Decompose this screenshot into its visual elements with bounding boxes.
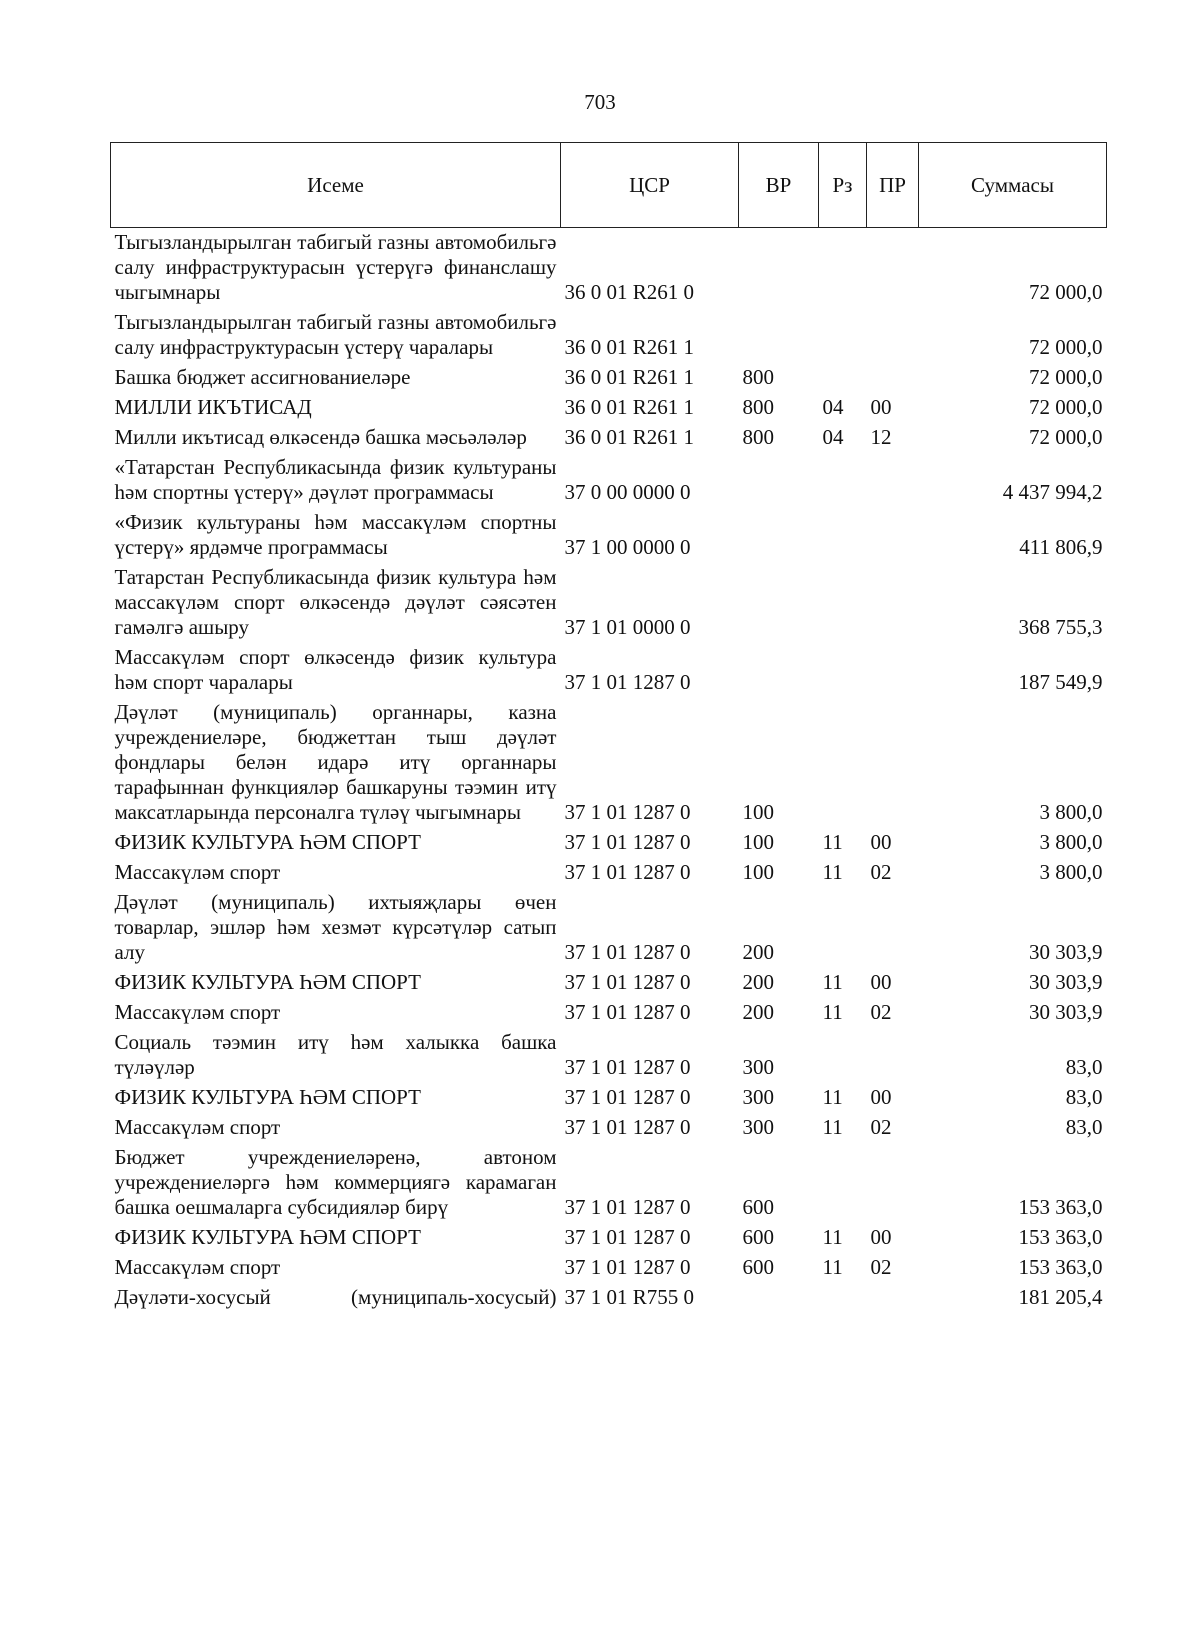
- cell-csr: 37 1 01 R755 0: [564, 1285, 695, 1309]
- cell-sum: 181 205,4: [1018, 1285, 1103, 1309]
- cell-csr: 36 0 01 R261 1: [564, 335, 695, 359]
- cell-rz: [819, 562, 867, 642]
- cell-csr: 36 0 01 R261 1: [564, 395, 695, 419]
- cell-vr: 300: [742, 1055, 774, 1079]
- cell-csr: 37 1 01 1287 0: [564, 940, 691, 964]
- table-row: [111, 1112, 1107, 1142]
- cell-rz: 04: [822, 425, 844, 449]
- cell-sum: 30 303,9: [1029, 1000, 1103, 1024]
- cell-pr: [867, 452, 919, 507]
- table-row: [111, 392, 1107, 422]
- cell-pr: 02: [870, 1115, 892, 1139]
- cell-sum: 72 000,0: [1029, 425, 1103, 449]
- cell-sum: 4 437 994,2: [1002, 480, 1103, 504]
- cell-rz: [819, 642, 867, 697]
- cell-csr: 37 1 01 0000 0: [564, 615, 691, 639]
- cell-pr: 00: [870, 970, 892, 994]
- cell-pr: 00: [870, 830, 892, 854]
- cell-sum: 30 303,9: [1029, 940, 1103, 964]
- cell-vr: 300: [742, 1085, 774, 1109]
- cell-sum: 3 800,0: [1039, 860, 1103, 884]
- cell-csr: 37 1 01 1287 0: [564, 970, 691, 994]
- cell-rz: 11: [822, 970, 843, 994]
- cell-sum: 72 000,0: [1029, 335, 1103, 359]
- cell-sum: 83,0: [1065, 1085, 1103, 1109]
- cell-rz: [819, 362, 867, 392]
- table-row: [111, 827, 1107, 857]
- cell-vr: 200: [742, 970, 774, 994]
- cell-vr: [739, 307, 819, 362]
- cell-vr: 200: [742, 1000, 774, 1024]
- cell-name: Массакүләм спорт: [114, 860, 281, 884]
- cell-vr: [739, 452, 819, 507]
- cell-vr: 800: [742, 425, 774, 449]
- cell-pr: 12: [870, 425, 892, 449]
- cell-csr: 36 0 01 R261 1: [564, 365, 695, 389]
- cell-name: ФИЗИК КУЛЬТУРА ҺӘМ СПОРТ: [114, 970, 421, 994]
- table-header: [111, 143, 1107, 228]
- cell-pr: 00: [870, 1085, 892, 1109]
- cell-sum: 30 303,9: [1029, 970, 1103, 994]
- cell-vr: [739, 507, 819, 562]
- cell-name: «Татарстан Республикасында физик культураны һәм спортны үстерү» дәүләт программасы: [114, 455, 557, 504]
- cell-pr: 02: [870, 1255, 892, 1279]
- header-csr: ЦСР: [561, 143, 739, 228]
- table-row: [111, 562, 1107, 642]
- table-row: [111, 307, 1107, 362]
- cell-name: Тыгызландырылган табигый газны автомобильгә салу инфраструктурасын үстерүгә финанслашу чыгымнары: [114, 230, 557, 304]
- cell-vr: 100: [742, 860, 774, 884]
- cell-sum: 3 800,0: [1039, 830, 1103, 854]
- cell-sum: 153 363,0: [1018, 1255, 1103, 1279]
- cell-pr: 00: [870, 395, 892, 419]
- cell-pr: [867, 1282, 919, 1312]
- cell-rz: [819, 228, 867, 308]
- cell-vr: 800: [742, 365, 774, 389]
- cell-name: Тыгызландырылган табигый газны автомобильгә салу инфраструктурасын үстерү чаралары: [114, 310, 557, 359]
- cell-rz: 11: [822, 1000, 843, 1024]
- cell-vr: 800: [742, 395, 774, 419]
- cell-pr: [867, 562, 919, 642]
- cell-rz: 11: [822, 830, 843, 854]
- cell-sum: 72 000,0: [1029, 395, 1103, 419]
- table-row: [111, 1252, 1107, 1282]
- table-row: [111, 1282, 1107, 1312]
- cell-sum: 187 549,9: [1018, 670, 1103, 694]
- cell-csr: 37 1 01 1287 0: [564, 860, 691, 884]
- cell-rz: [819, 887, 867, 967]
- page-number: 703: [584, 90, 616, 114]
- cell-pr: [867, 307, 919, 362]
- cell-name: ФИЗИК КУЛЬТУРА ҺӘМ СПОРТ: [114, 830, 421, 854]
- cell-pr: [867, 642, 919, 697]
- cell-rz: [819, 697, 867, 827]
- cell-vr: 300: [742, 1115, 774, 1139]
- table-row: [111, 967, 1107, 997]
- cell-vr: 600: [742, 1255, 774, 1279]
- header-name: Исеме: [111, 143, 561, 228]
- cell-name: Массакүләм спорт: [114, 1115, 281, 1139]
- cell-pr: 02: [870, 860, 892, 884]
- cell-pr: [867, 1027, 919, 1082]
- cell-csr: 37 1 01 1287 0: [564, 1085, 691, 1109]
- cell-csr: 37 1 01 1287 0: [564, 800, 691, 824]
- table-row: [111, 362, 1107, 392]
- table-row: [111, 1222, 1107, 1252]
- cell-name: Дәүләти-хосусый (муниципаль-хосусый): [114, 1285, 557, 1309]
- cell-name: Башка бюджет ассигнованиеләре: [114, 365, 411, 389]
- cell-vr: 600: [742, 1225, 774, 1249]
- cell-vr: 100: [742, 800, 774, 824]
- budget-table: [110, 142, 1107, 1312]
- cell-rz: 11: [822, 1255, 843, 1279]
- cell-pr: [867, 887, 919, 967]
- cell-rz: [819, 1142, 867, 1222]
- cell-csr: 37 1 01 1287 0: [564, 1000, 691, 1024]
- cell-csr: 37 1 01 1287 0: [564, 1055, 691, 1079]
- cell-pr: [867, 362, 919, 392]
- cell-name: МИЛЛИ ИКЪТИСАД: [114, 395, 312, 419]
- cell-vr: [739, 228, 819, 308]
- cell-csr: 37 1 01 1287 0: [564, 1195, 691, 1219]
- table-row: [111, 997, 1107, 1027]
- cell-sum: 411 806,9: [1019, 535, 1103, 559]
- cell-vr: 100: [742, 830, 774, 854]
- cell-sum: 72 000,0: [1029, 365, 1103, 389]
- cell-name: ФИЗИК КУЛЬТУРА ҺӘМ СПОРТ: [114, 1085, 421, 1109]
- cell-csr: 36 0 01 R261 1: [564, 425, 695, 449]
- cell-pr: [867, 1142, 919, 1222]
- cell-name: Дәүләт (муниципаль) ихтыяҗлары өчен товарлар, эшләр һәм хезмәт күрсәтүләр сатып алу: [114, 890, 557, 964]
- table-body: [111, 228, 1107, 1313]
- cell-name: Массакүләм спорт: [114, 1000, 281, 1024]
- cell-name: Массакүләм спорт: [114, 1255, 281, 1279]
- cell-sum: 153 363,0: [1018, 1225, 1103, 1249]
- cell-name: ФИЗИК КУЛЬТУРА ҺӘМ СПОРТ: [114, 1225, 421, 1249]
- table-row: [111, 857, 1107, 887]
- cell-vr: [739, 642, 819, 697]
- cell-vr: [739, 562, 819, 642]
- header-rz: Рз: [819, 143, 867, 228]
- cell-name: «Физик культураны һәм массакүләм спортны үстерү» ярдәмче программасы: [114, 510, 557, 559]
- cell-name: Бюджет учреждениеләренә, автоном учреждениеләргә һәм коммерциягә карамаган башка оешмаларга субсидияләр бирү: [114, 1145, 557, 1219]
- table-row: [111, 642, 1107, 697]
- table-row: [111, 1142, 1107, 1222]
- cell-rz: [819, 452, 867, 507]
- table-row: [111, 452, 1107, 507]
- cell-pr: [867, 507, 919, 562]
- cell-vr: 200: [742, 940, 774, 964]
- cell-sum: 83,0: [1065, 1115, 1103, 1139]
- table-row: [111, 697, 1107, 827]
- cell-rz: 04: [822, 395, 844, 419]
- cell-rz: [819, 507, 867, 562]
- table-row: [111, 1027, 1107, 1082]
- cell-name: Дәүләт (муниципаль) органнары, казна учреждениеләре, бюджеттан тыш дәүләт фондлары белән идарә итү органнары тарафыннан функцияләр башкаруны тәэмин итү максатларында персоналга түләү чыгымнары: [114, 700, 557, 824]
- cell-csr: 37 1 01 1287 0: [564, 830, 691, 854]
- table-row: [111, 1082, 1107, 1112]
- cell-pr: [867, 697, 919, 827]
- header-pr: ПР: [867, 143, 919, 228]
- cell-rz: 11: [822, 1225, 843, 1249]
- cell-csr: 37 1 00 0000 0: [564, 535, 691, 559]
- header-vr: ВР: [739, 143, 819, 228]
- cell-sum: 153 363,0: [1018, 1195, 1103, 1219]
- cell-csr: 37 1 01 1287 0: [564, 1225, 691, 1249]
- cell-name: Татарстан Республикасында физик культура һәм массакүләм спорт өлкәсендә дәүләт сәясәтен гамәлгә ашыру: [114, 565, 557, 639]
- table-row: [111, 887, 1107, 967]
- cell-rz: [819, 307, 867, 362]
- cell-rz: 11: [822, 860, 843, 884]
- cell-sum: 368 755,3: [1018, 615, 1103, 639]
- cell-sum: 3 800,0: [1039, 800, 1103, 824]
- cell-sum: 83,0: [1065, 1055, 1103, 1079]
- cell-rz: [819, 1027, 867, 1082]
- cell-csr: 37 1 01 1287 0: [564, 1255, 691, 1279]
- cell-rz: 11: [822, 1115, 843, 1139]
- cell-rz: [819, 1282, 867, 1312]
- cell-csr: 37 1 01 1287 0: [564, 1115, 691, 1139]
- table-row: [111, 228, 1107, 308]
- table-row: [111, 507, 1107, 562]
- cell-sum: 72 000,0: [1029, 280, 1103, 304]
- cell-pr: 00: [870, 1225, 892, 1249]
- cell-vr: [739, 1282, 819, 1312]
- cell-pr: [867, 228, 919, 308]
- table-row: [111, 422, 1107, 452]
- cell-csr: 37 0 00 0000 0: [564, 480, 691, 504]
- cell-csr: 36 0 01 R261 0: [564, 280, 695, 304]
- cell-pr: 02: [870, 1000, 892, 1024]
- cell-rz: 11: [822, 1085, 843, 1109]
- cell-name: Социаль тәэмин итү һәм халыкка башка түләүләр: [114, 1030, 557, 1079]
- cell-name: Массакүләм спорт өлкәсендә физик культура һәм спорт чаралары: [114, 645, 557, 694]
- cell-vr: 600: [742, 1195, 774, 1219]
- header-sum: Суммасы: [919, 143, 1107, 228]
- cell-name: Милли икътисад өлкәсендә башка мәсьәләләр: [114, 425, 527, 449]
- cell-csr: 37 1 01 1287 0: [564, 670, 691, 694]
